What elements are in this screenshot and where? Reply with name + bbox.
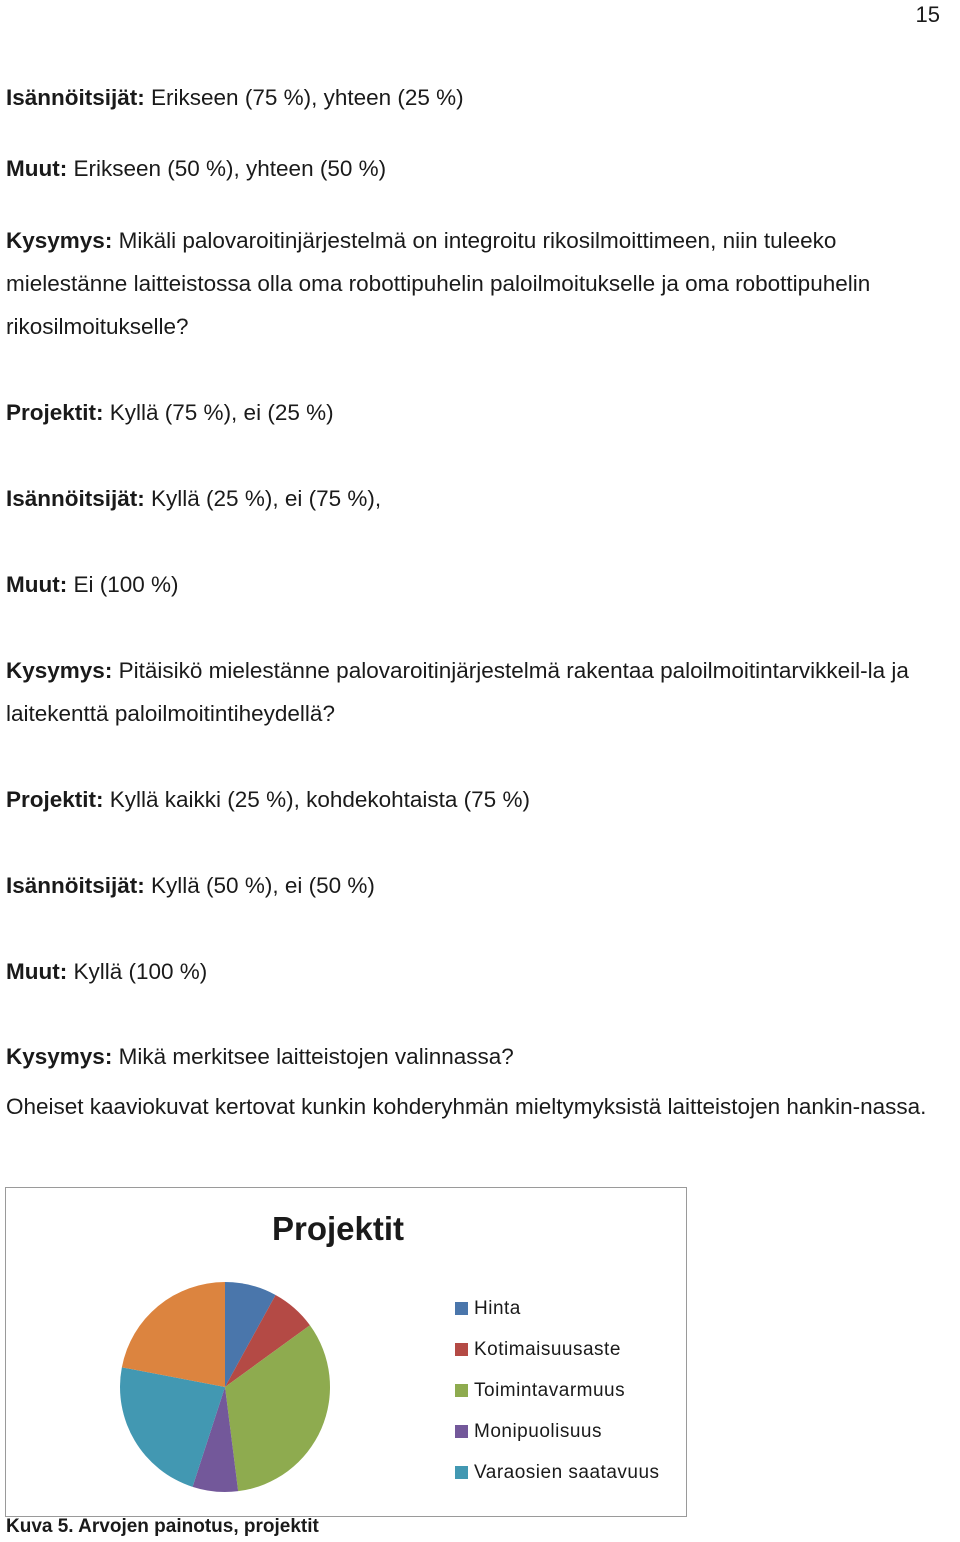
legend-label: Monipuolisuus (474, 1420, 602, 1442)
paragraph-label: Kysymys: (6, 1044, 113, 1069)
paragraph-isannoitsijat-3 (6, 864, 958, 907)
legend-swatch (455, 1384, 468, 1397)
paragraph-text: Kyllä kaikki (25 %), kohdekohtaista (75 %) (103, 787, 530, 812)
paragraph-label: Isännöitsijät: (6, 873, 145, 898)
paragraph-label: Projektit: (6, 400, 104, 425)
chart-title: Projektit (272, 1210, 405, 1247)
page-number: 15 (915, 2, 940, 27)
legend-item (455, 1452, 660, 1493)
legend-item (455, 1329, 660, 1370)
paragraph-label: Isännöitsijät: (6, 85, 145, 110)
paragraph-text: Kyllä (75 %), ei (25 %) (103, 400, 334, 425)
paragraph-label: Muut: (6, 959, 68, 984)
paragraph-text: Pitäisikö mielestänne palovaroitinjärjestelmä rakentaa paloilmoitintarvikkeil-la ja laitekenttä paloilmoitintiheydellä? (6, 658, 909, 726)
paragraph-text: Ei (100 %) (67, 572, 179, 597)
paragraph-muut-2 (6, 563, 958, 606)
legend-label: Varaosien saatavuus (474, 1461, 660, 1483)
paragraph-label: Kysymys: (6, 658, 113, 683)
paragraph-projektit-2 (6, 778, 958, 821)
paragraph-label: Muut: (6, 156, 68, 181)
paragraph-text: Erikseen (50 %), yhteen (50 %) (67, 156, 387, 181)
paragraph-label: Kysymys: (6, 228, 113, 253)
legend-swatch (455, 1425, 468, 1438)
paragraph-isannoitsijat-2 (6, 477, 958, 520)
paragraph-isannoitsijat-1 (6, 76, 958, 119)
paragraph-question-2 (6, 649, 958, 735)
paragraph-label: Projektit: (6, 787, 104, 812)
paragraph-question-3 (6, 1035, 958, 1078)
legend-swatch (455, 1466, 468, 1479)
legend-item (455, 1370, 660, 1411)
paragraph-text: Kyllä (100 %) (67, 959, 208, 984)
legend-swatch (455, 1343, 468, 1356)
pie-chart (5, 1187, 687, 1517)
legend-label: Hinta (474, 1297, 521, 1319)
legend-swatch (455, 1302, 468, 1315)
paragraph-projektit-1 (6, 391, 958, 434)
paragraph-text: Erikseen (75 %), yhteen (25 %) (144, 85, 464, 110)
paragraph-muut-3 (6, 950, 958, 993)
paragraph-text: Mikäli palovaroitinjärjestelmä on integroitu rikosilmoittimeen, niin tuleeko mielestänne laitteistossa olla oma robottipuhelin paloilmoitukselle ja oma robottipuhelin rikosilmoitukselle? (6, 228, 871, 339)
paragraph-text: Kyllä (50 %), ei (50 %) (144, 873, 375, 898)
paragraph-muut-1 (6, 147, 958, 190)
paragraph-question-1 (6, 219, 958, 348)
legend-label: Kotimaisuusaste (474, 1338, 621, 1360)
paragraph-text: Kyllä (25 %), ei (75 %), (144, 486, 382, 511)
legend-item (455, 1288, 660, 1329)
paragraph-text: Oheiset kaaviokuvat kertovat kunkin kohderyhmän mieltymyksistä laitteistojen hankin-nassa. (6, 1094, 927, 1119)
legend-label: Toimintavarmuus (474, 1379, 626, 1401)
paragraph-text: Mikä merkitsee laitteistojen valinnassa? (112, 1044, 514, 1069)
paragraph-intro (6, 1092, 958, 1122)
paragraph-label: Muut: (6, 572, 68, 597)
chart-legend (455, 1288, 660, 1493)
figure-caption: Kuva 5. Arvojen painotus, projektit (6, 1516, 319, 1537)
paragraph-label: Isännöitsijät: (6, 486, 145, 511)
legend-item (455, 1411, 660, 1452)
